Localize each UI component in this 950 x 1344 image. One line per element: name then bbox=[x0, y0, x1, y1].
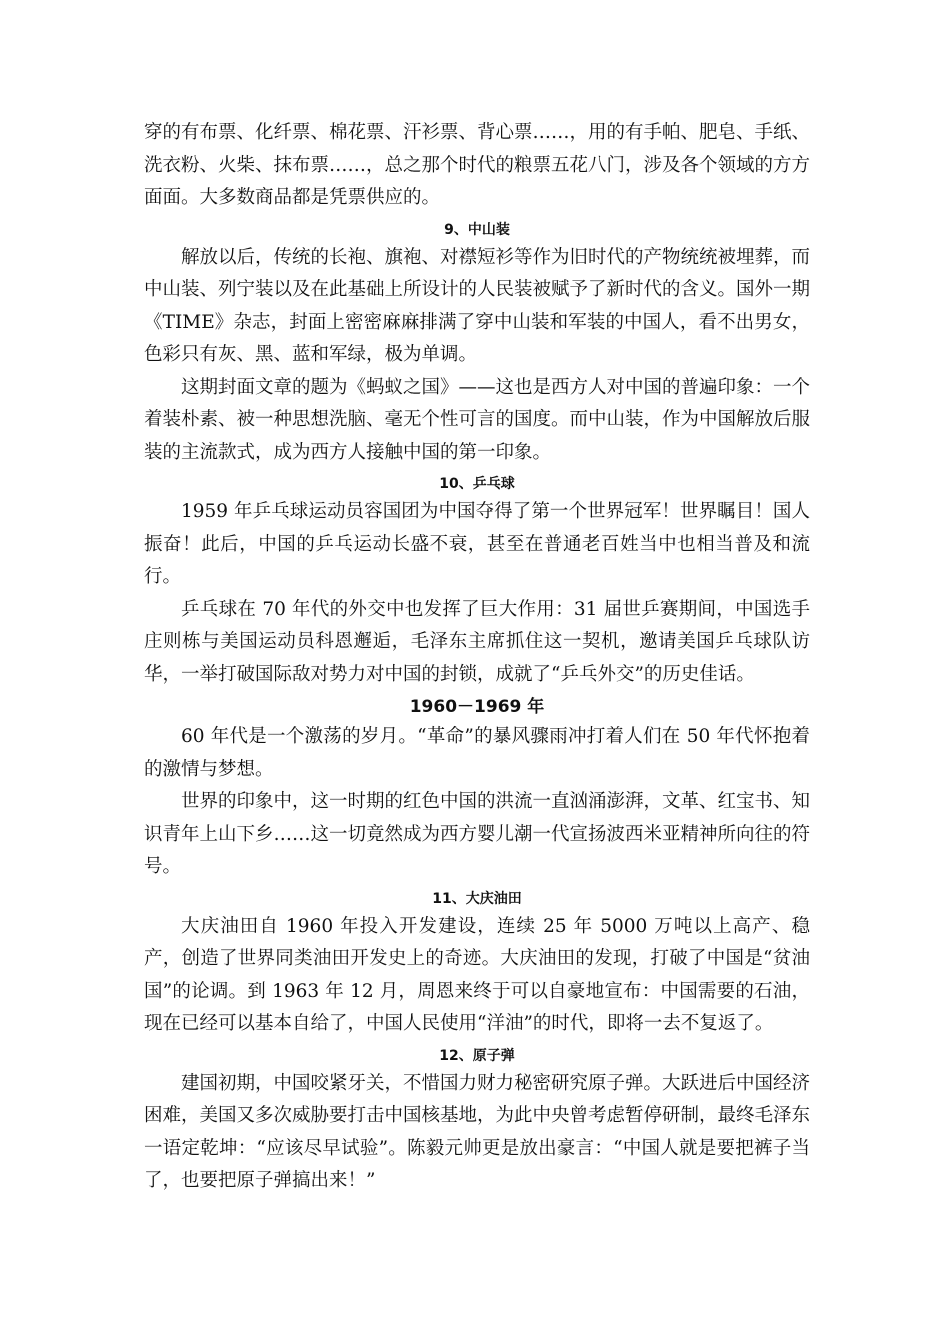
paragraph-ping-pong-2: 乒乓球在 70 年代的外交中也发挥了巨大作用：31 届世乒赛期间，中国选手庄则栋与美国运动员科恩邂逅，毛泽东主席抓住这一契机，邀请美国乒乓球队访华，一举打破国际敌对势力对中国的封锁，成就了“乒乓外交”的历史佳话。 bbox=[144, 598, 810, 685]
section-heading-ping-pong: 10、乒乓球 bbox=[439, 476, 515, 492]
paragraph-ration-tickets: 穿的有布票、化纤票、棉花票、汗衫票、背心票……，用的有手帕、肥皂、手纸、洗衣粉、火柴、抹布票……，总之那个时代的粮票五花八门，涉及各个领域的方方面面。大多数商品都是凭票供应的。 bbox=[144, 122, 811, 208]
paragraph-1960s-2: 世界的印象中，这一时期的红色中国的洪流一直汹涌澎湃，文革、红宝书、知识青年上山下乡……这一切竟然成为西方婴儿潮一代宣扬波西米亚精神所向往的符号。 bbox=[144, 791, 811, 877]
paragraph-zhongshan-suit-2: 这期封面文章的题为《蚂蚁之国》——这也是西方人对中国的普遍印象：一个着装朴素、被一种思想洗脑、毫无个性可言的国度。而中山装，作为中国解放后服装的主流款式，成为西方人接触中国的第一印象。 bbox=[144, 376, 811, 463]
paragraph-atomic-bomb: 建国初期，中国咬紧牙关，不惜国力财力秘密研究原子弹。大跃进后中国经济困难，美国又多次威胁要打击中国核基地，为此中央曾考虑暂停研制，最终毛泽东一语定乾坤：“应该尽早试验”。陈毅元帅更是放出豪言：“中国人就是要把裤子当了，也要把原子弹搞出来！” bbox=[144, 1072, 811, 1191]
paragraph-zhongshan-suit-1: 解放以后，传统的长袍、旗袍、对襟短衫等作为旧时代的产物统统被埋葬，而中山装、列宁装以及在此基础上所设计的人民装被赋予了新时代的含义。国外一期《TIME》杂志，封面上密密麻麻排满了穿中山装和军装的中国人，看不出男女，色彩只有灰、黑、蓝和军绿，极为单调。 bbox=[144, 246, 811, 365]
paragraph-1960s-1: 60 年代是一个激荡的岁月。“革命”的暴风骤雨冲打着人们在 50 年代怀抱着的激情与梦想。 bbox=[144, 726, 810, 780]
era-heading-1960s: 1960－1969 年 bbox=[409, 697, 545, 717]
document-page bbox=[144, 117, 810, 1198]
section-heading-daqing-oilfield: 11、大庆油田 bbox=[432, 890, 522, 907]
paragraph-daqing-oilfield: 大庆油田自 1960 年投入开发建设，连续 25 年 5000 万吨以上高产、稳产，创造了世界同类油田开发史上的奇迹。大庆油田的发现，打破了中国是“贫油国”的论调。到 1963 年 12 月，周恩来终于可以自豪地宣布：中国需要的石油，现在已经可以基本自给了，中国人民使用“洋油”的时代，即将一去不复返了。 bbox=[144, 915, 810, 1034]
section-heading-zhongshan-suit: 9、中山装 bbox=[444, 221, 510, 238]
paragraph-ping-pong-1: 1959 年乒乓球运动员容国团为中国夺得了第一个世界冠军！世界瞩目！国人振奋！此后，中国的乒乓运动长盛不衰，甚至在普通老百姓当中也相当普及和流行。 bbox=[144, 501, 810, 587]
section-heading-atomic-bomb: 12、原子弹 bbox=[439, 1047, 515, 1064]
